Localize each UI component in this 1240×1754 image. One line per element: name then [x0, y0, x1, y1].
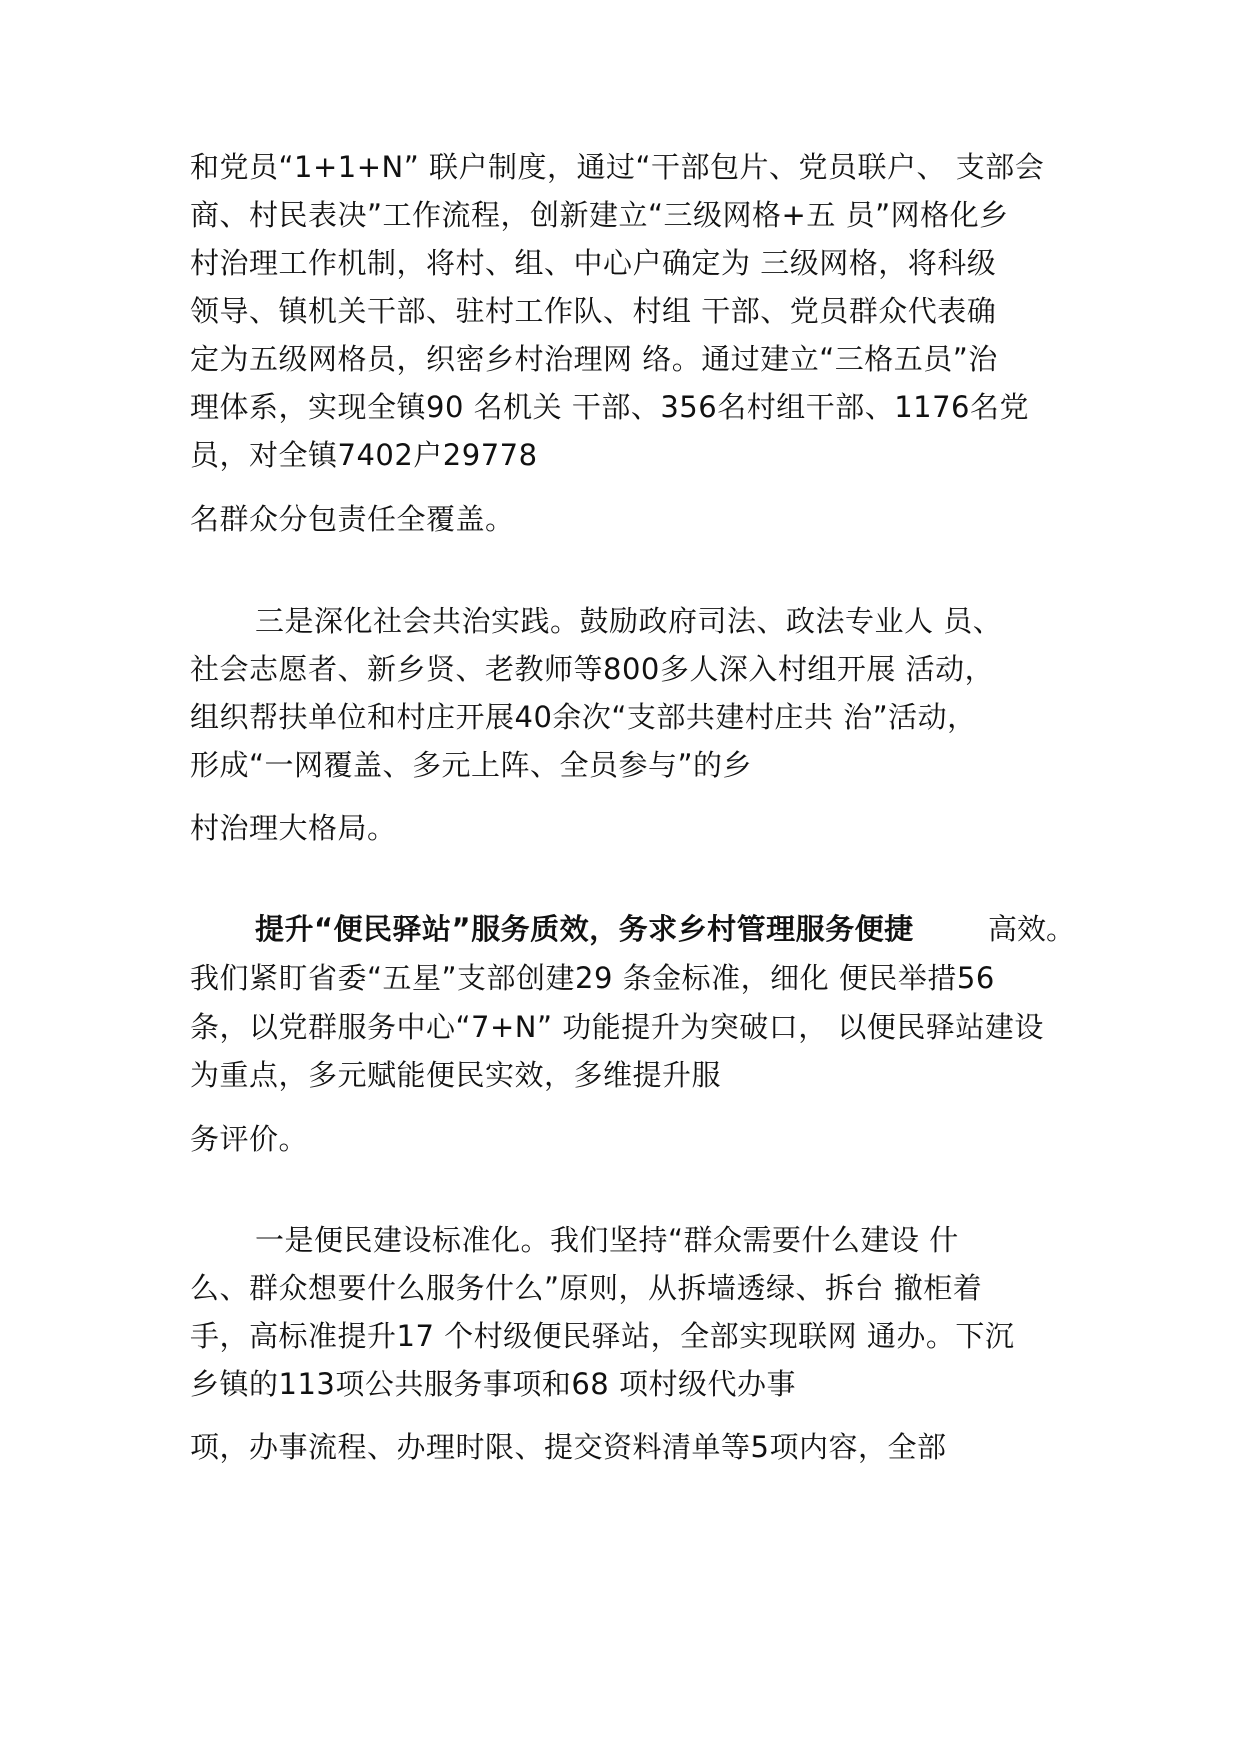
text-line: 商、村民表决”工作流程，创新建立“三级网格+五 员”网格化乡	[190, 198, 1009, 232]
text-line: 员，对全镇7402户29778	[190, 438, 538, 472]
text-line: 组织帮扶单位和村庄开展40余次“支部共建村庄共 治”活动，	[190, 700, 977, 734]
text-line: 我们紧盯省委“五星”支部创建29 条金标准，细化 便民举措56	[190, 961, 995, 995]
section-heading-tail: 高效。	[988, 912, 1076, 946]
text-line: 领导、镇机关干部、驻村工作队、村组 干部、党员群众代表确	[190, 294, 997, 328]
text-line: 么、群众想要什么服务什么”原则，从拆墙透绿、拆台 撤柜着	[190, 1271, 983, 1305]
paragraph-first-line: 三是深化社会共治实践。鼓励政府司法、政法专业人 员、	[255, 604, 1003, 638]
text-line: 条，以党群服务中心“7+N” 功能提升为突破口， 以便民驿站建设	[190, 1010, 1044, 1044]
text-line: 和党员“1+1+N” 联户制度，通过“干部包片、党员联户、 支部会	[190, 150, 1045, 184]
text-line: 村治理工作机制，将村、组、中心户确定为 三级网格，将科级	[190, 246, 997, 280]
text-line: 形成“一网覆盖、多元上阵、全员参与”的乡	[190, 748, 753, 782]
section-heading: 提升“便民驿站”服务质效，务求乡村管理服务便捷	[255, 912, 914, 946]
text-line: 手，高标准提升17 个村级便民驿站，全部实现联网 通办。下沉	[190, 1319, 1015, 1353]
text-line: 村治理大格局。	[190, 811, 397, 845]
text-line: 为重点，多元赋能便民实效，多维提升服	[190, 1058, 722, 1092]
text-line: 务评价。	[190, 1122, 309, 1156]
text-line: 乡镇的113项公共服务事项和68 项村级代办事	[190, 1367, 796, 1401]
text-line: 名群众分包责任全覆盖。	[190, 502, 515, 536]
text-line: 定为五级网格员，织密乡村治理网 络。通过建立“三格五员”治	[190, 342, 998, 376]
text-line: 项，办事流程、办理时限、提交资料清单等5项内容，全部	[190, 1430, 947, 1464]
paragraph-first-line: 一是便民建设标准化。我们坚持“群众需要什么建设 什	[255, 1223, 959, 1257]
text-line: 理体系，实现全镇90 名机关 干部、356名村组干部、1176名党	[190, 390, 1029, 424]
text-line: 社会志愿者、新乡贤、老教师等800多人深入村组开展 活动，	[190, 652, 995, 686]
